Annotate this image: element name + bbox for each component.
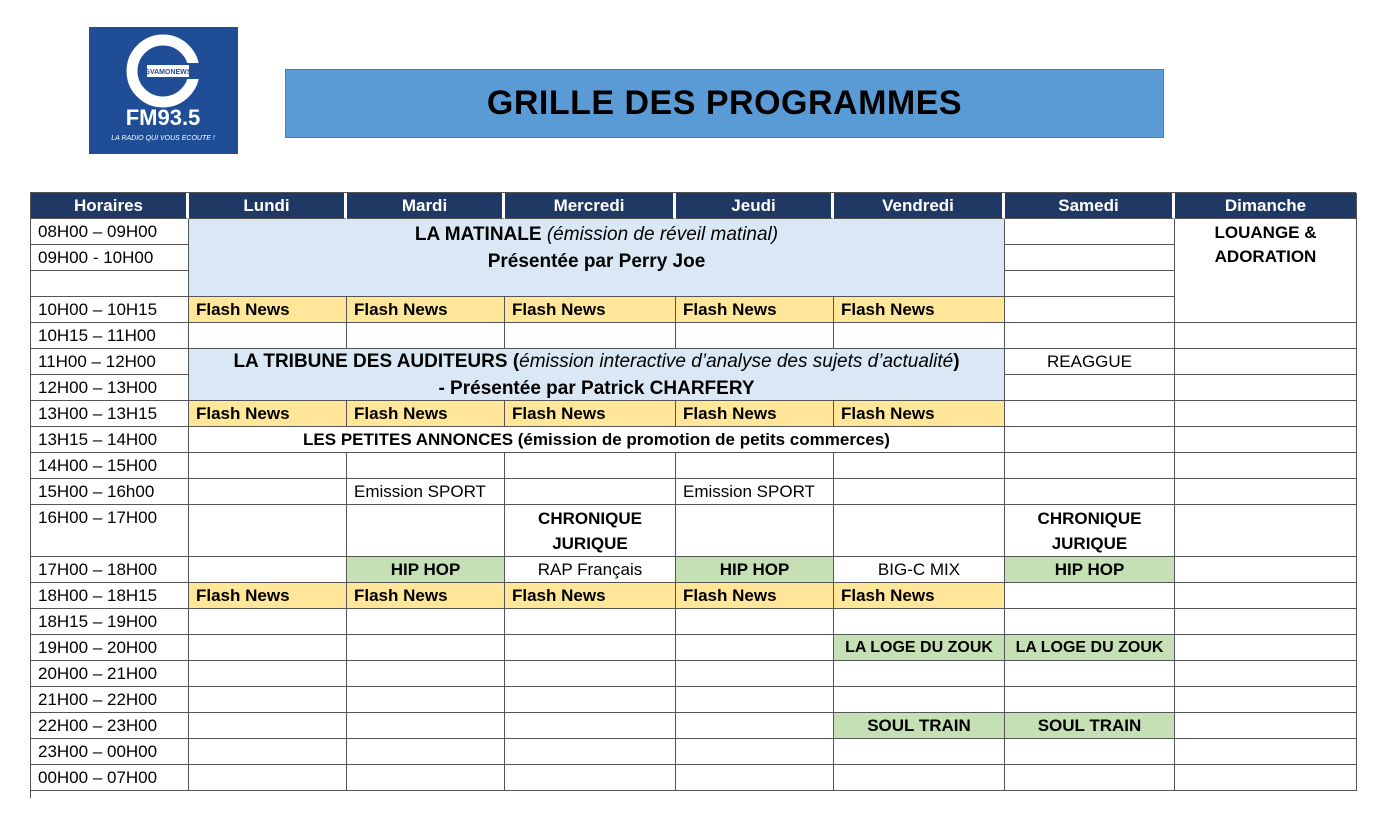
matinale-title: LA MATINALE — [414, 224, 542, 245]
header-dimanche: Dimanche — [1175, 193, 1357, 219]
empty-cell — [1175, 635, 1357, 661]
empty-cell — [1175, 479, 1357, 505]
program-la-loge-du-zouk: LA LOGE DU ZOUK — [834, 635, 1005, 661]
flash-news-cell: Flash News — [347, 583, 505, 609]
empty-cell — [347, 687, 505, 713]
logo-slogan: LA RADIO QUI VOUS ECOUTE ! — [111, 135, 215, 142]
empty-cell — [1005, 297, 1175, 323]
title-banner — [285, 69, 1164, 138]
empty-cell — [1005, 323, 1175, 349]
empty-cell — [347, 453, 505, 479]
program-chronique-jurique: CHRONIQUE JURIQUE — [1005, 505, 1175, 557]
program-chronique-jurique: CHRONIQUE JURIQUE — [505, 505, 676, 557]
time-slot: 18H00 – 18H15 — [31, 583, 189, 609]
program-emission-sport: Emission SPORT — [347, 479, 505, 505]
program-rap-francais: RAP Français — [505, 557, 676, 583]
empty-cell — [1005, 479, 1175, 505]
header-mercredi: Mercredi — [505, 193, 676, 219]
empty-cell — [189, 713, 347, 739]
empty-cell — [1005, 687, 1175, 713]
empty-cell — [1005, 271, 1175, 297]
empty-cell — [1005, 245, 1175, 271]
empty-cell — [834, 479, 1005, 505]
empty-cell — [505, 609, 676, 635]
empty-cell — [676, 687, 834, 713]
program-soul-train: SOUL TRAIN — [834, 713, 1005, 739]
program-big-c-mix: BIG-C MIX — [834, 557, 1005, 583]
time-slot: 09H00 - 10H00 — [31, 245, 189, 271]
empty-cell — [676, 609, 834, 635]
time-slot: 10H00 – 10H15 — [31, 297, 189, 323]
time-slot: 20H00 – 21H00 — [31, 661, 189, 687]
empty-cell — [347, 323, 505, 349]
empty-cell — [834, 323, 1005, 349]
empty-cell — [1005, 739, 1175, 765]
empty-cell — [347, 713, 505, 739]
empty-cell — [1175, 453, 1357, 479]
empty-cell — [676, 453, 834, 479]
empty-cell — [505, 323, 676, 349]
flash-news-cell: Flash News — [189, 401, 347, 427]
empty-cell — [189, 479, 347, 505]
time-slot: 16H00 – 17H00 — [31, 505, 189, 557]
program-emission-sport: Emission SPORT — [676, 479, 834, 505]
program-la-matinale — [189, 219, 1005, 297]
empty-cell — [505, 635, 676, 661]
empty-cell — [1005, 219, 1175, 245]
program-hip-hop: HIP HOP — [676, 557, 834, 583]
empty-cell — [1175, 583, 1357, 609]
empty-cell — [1175, 609, 1357, 635]
empty-cell — [834, 609, 1005, 635]
tribune-host: ) - Présentée par Patrick CHARFERY — [438, 350, 960, 399]
empty-cell — [189, 687, 347, 713]
empty-cell — [1005, 401, 1175, 427]
time-slot: 17H00 – 18H00 — [31, 557, 189, 583]
flash-news-cell: Flash News — [347, 297, 505, 323]
program-schedule-table — [30, 192, 1356, 798]
empty-cell — [676, 323, 834, 349]
empty-cell — [189, 635, 347, 661]
empty-cell — [834, 453, 1005, 479]
empty-cell — [1175, 401, 1357, 427]
matinale-description: (émission de réveil matinal) — [546, 224, 779, 245]
empty-cell — [347, 661, 505, 687]
empty-cell — [347, 635, 505, 661]
time-slot: 11H00 – 12H00 — [31, 349, 189, 375]
logo-brand-small: GVAMONEWS — [144, 69, 192, 76]
flash-news-cell: Flash News — [189, 583, 347, 609]
time-slot: 10H15 – 11H00 — [31, 323, 189, 349]
empty-cell — [1175, 739, 1357, 765]
header-horaires: Horaires — [31, 193, 189, 219]
empty-cell — [189, 661, 347, 687]
empty-cell — [676, 765, 834, 791]
empty-cell — [505, 713, 676, 739]
empty-cell — [1175, 557, 1357, 583]
empty-cell — [834, 661, 1005, 687]
time-slot: 18H15 – 19H00 — [31, 609, 189, 635]
program-hip-hop: HIP HOP — [1005, 557, 1175, 583]
flash-news-cell: Flash News — [834, 583, 1005, 609]
time-slot: 13H15 – 14H00 — [31, 427, 189, 453]
program-soul-train: SOUL TRAIN — [1005, 713, 1175, 739]
time-slot: 12H00 – 13H00 — [31, 375, 189, 401]
flash-news-cell: Flash News — [505, 583, 676, 609]
time-slot: 22H00 – 23H00 — [31, 713, 189, 739]
empty-cell — [505, 739, 676, 765]
empty-cell — [505, 453, 676, 479]
time-slot: 23H00 – 00H00 — [31, 739, 189, 765]
logo-frequency: FM93.5 — [125, 105, 201, 130]
time-slot: 19H00 – 20H00 — [31, 635, 189, 661]
empty-cell — [1175, 323, 1357, 349]
flash-news-cell: Flash News — [505, 297, 676, 323]
empty-cell — [1005, 609, 1175, 635]
program-hip-hop: HIP HOP — [347, 557, 505, 583]
flash-news-cell: Flash News — [834, 401, 1005, 427]
time-slot — [31, 271, 189, 297]
time-slot: 15H00 – 16h00 — [31, 479, 189, 505]
empty-cell — [834, 687, 1005, 713]
flash-news-cell: Flash News — [505, 401, 676, 427]
time-slot: 00H00 – 07H00 — [31, 765, 189, 791]
tribune-description: émission interactive d’analyse des sujets d’actualité — [519, 350, 954, 372]
flash-news-cell: Flash News — [676, 401, 834, 427]
empty-cell — [189, 505, 347, 557]
header-samedi: Samedi — [1005, 193, 1175, 219]
empty-cell — [189, 323, 347, 349]
empty-cell — [347, 765, 505, 791]
empty-cell — [1005, 765, 1175, 791]
empty-cell — [1175, 427, 1357, 453]
flash-news-cell: Flash News — [676, 297, 834, 323]
empty-cell — [189, 557, 347, 583]
program-la-loge-du-zouk: LA LOGE DU ZOUK — [1005, 635, 1175, 661]
empty-cell — [505, 479, 676, 505]
empty-cell — [1175, 505, 1357, 557]
empty-cell — [1175, 349, 1357, 375]
empty-cell — [676, 661, 834, 687]
empty-cell — [1175, 375, 1357, 401]
empty-cell — [347, 505, 505, 557]
empty-cell — [834, 765, 1005, 791]
matinale-host: Présentée par Perry Joe — [487, 251, 706, 272]
program-les-petites-annonces: LES PETITES ANNONCES (émission de promotion de petits commerces) — [189, 427, 1005, 453]
empty-cell — [189, 765, 347, 791]
tribune-title: LA TRIBUNE DES AUDITEURS ( — [233, 350, 520, 372]
empty-cell — [1175, 765, 1357, 791]
empty-cell — [347, 609, 505, 635]
program-reaggue: REAGGUE — [1005, 349, 1175, 375]
radio-logo — [89, 27, 238, 154]
empty-cell — [1175, 687, 1357, 713]
empty-cell — [1005, 661, 1175, 687]
time-slot: 13H00 – 13H15 — [31, 401, 189, 427]
flash-news-cell: Flash News — [676, 583, 834, 609]
empty-cell — [189, 453, 347, 479]
time-slot: 21H00 – 22H00 — [31, 687, 189, 713]
empty-cell — [1005, 583, 1175, 609]
header-vendredi: Vendredi — [834, 193, 1005, 219]
empty-cell — [1175, 713, 1357, 739]
empty-cell — [1005, 375, 1175, 401]
header-jeudi: Jeudi — [676, 193, 834, 219]
empty-cell — [505, 661, 676, 687]
empty-cell — [676, 505, 834, 557]
empty-cell — [1005, 427, 1175, 453]
empty-cell — [1005, 453, 1175, 479]
flash-news-cell: Flash News — [834, 297, 1005, 323]
header-lundi: Lundi — [189, 193, 347, 219]
empty-cell — [189, 739, 347, 765]
empty-cell — [505, 765, 676, 791]
empty-cell — [1175, 661, 1357, 687]
empty-cell — [676, 635, 834, 661]
empty-cell — [676, 739, 834, 765]
page-title: GRILLE DES PROGRAMMES — [486, 84, 963, 122]
empty-cell — [834, 505, 1005, 557]
empty-cell — [347, 739, 505, 765]
time-slot: 14H00 – 15H00 — [31, 453, 189, 479]
time-slot: 08H00 – 09H00 — [31, 219, 189, 245]
empty-cell — [676, 713, 834, 739]
empty-cell — [189, 609, 347, 635]
program-louange-adoration: LOUANGE & ADORATION — [1175, 219, 1357, 323]
empty-cell — [834, 739, 1005, 765]
program-la-tribune-des-auditeurs — [189, 349, 1005, 401]
header-mardi: Mardi — [347, 193, 505, 219]
flash-news-cell: Flash News — [347, 401, 505, 427]
flash-news-cell: Flash News — [189, 297, 347, 323]
empty-cell — [505, 687, 676, 713]
